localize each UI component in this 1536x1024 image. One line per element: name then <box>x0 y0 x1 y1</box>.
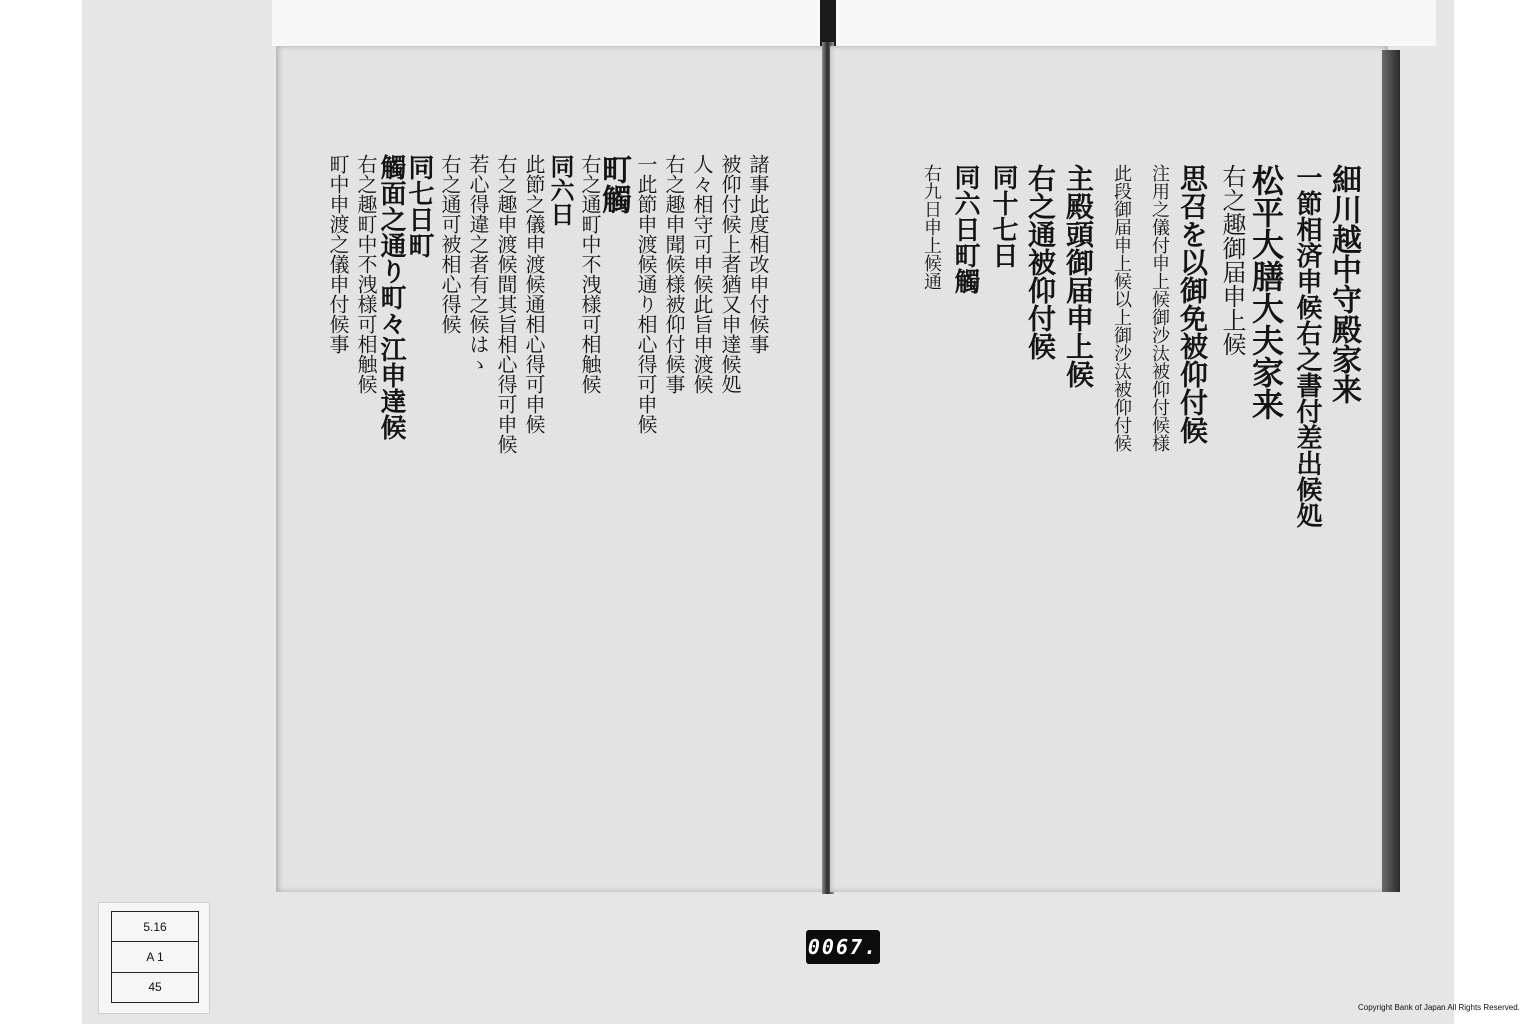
left-column-4: 右之趣申聞候様被仰付候事 <box>662 154 686 394</box>
left-column-10: 右之趣申渡候間其旨相心得可申候 <box>494 154 518 454</box>
right-column-11: 同六日町觸 <box>950 164 980 294</box>
right-column-12: 右九日申上候通 <box>921 164 942 290</box>
left-column-15: 右之趣町中不洩様可相触候 <box>354 154 378 394</box>
right-column-10: 同十七日 <box>988 164 1018 268</box>
right-column-6: 注用之儀付申上候御沙汰被仰付候様 <box>1149 164 1170 452</box>
copyright-notice: Copyright Bank of Japan All Rights Reserved. <box>1358 1003 1520 1012</box>
right-column-9: 右之通被仰付候 <box>1024 164 1057 360</box>
left-column-7: 右之通町中不洩様可相触候 <box>578 154 602 394</box>
top-spine <box>820 0 836 46</box>
left-column-1: 諸事此度相改申付候事 <box>746 154 770 354</box>
label-row-3: 45 <box>112 972 199 1002</box>
right-column-5: 思召を以御免被仰付候 <box>1176 164 1209 444</box>
cover-edge <box>1382 50 1400 892</box>
right-column-3: 松平大膳大夫家来 <box>1247 164 1285 420</box>
right-column-2: 一節相済申候右之書付差出候処 <box>1292 164 1322 528</box>
right-column-1: 細川越中守殿家来 <box>1326 164 1361 404</box>
open-book <box>270 42 1400 894</box>
right-column-4: 右之趣御届申上候 <box>1218 164 1246 356</box>
left-column-3: 人々相守可申候此旨申渡候 <box>690 154 714 394</box>
left-column-12: 右之通可被相心得候 <box>438 154 462 334</box>
frame-number: 0067. <box>806 930 880 964</box>
right-column-8: 主殿頭御届申上候 <box>1062 164 1095 388</box>
left-column-13: 同七日町 <box>404 154 434 258</box>
left-column-16: 町中申渡之儀申付候事 <box>326 154 350 354</box>
catalog-label-card <box>98 902 210 1014</box>
right-column-7: 此段御届申上候以上御沙汰被仰付候 <box>1111 164 1132 452</box>
left-column-6: 町觸 <box>596 154 631 214</box>
right-page <box>830 46 1388 892</box>
left-column-14: 觸面之通り町々江申達候 <box>376 154 406 440</box>
left-column-8: 同六日 <box>546 154 575 226</box>
label-row-1: 5.16 <box>112 912 199 942</box>
top-sheet-left <box>272 0 820 46</box>
catalog-label-table <box>111 911 199 1003</box>
top-sheet-right <box>836 0 1436 46</box>
left-column-2: 被仰付候上者猶又申達候処 <box>718 154 742 394</box>
left-column-5: 一此節申渡候通り相心得可申候 <box>634 154 658 434</box>
left-page <box>276 46 828 892</box>
label-row-2: A 1 <box>112 942 199 972</box>
left-column-11: 若心得違之者有之候はゝ <box>466 154 490 374</box>
left-column-9: 此節之儀申渡候通相心得可申候 <box>522 154 546 434</box>
